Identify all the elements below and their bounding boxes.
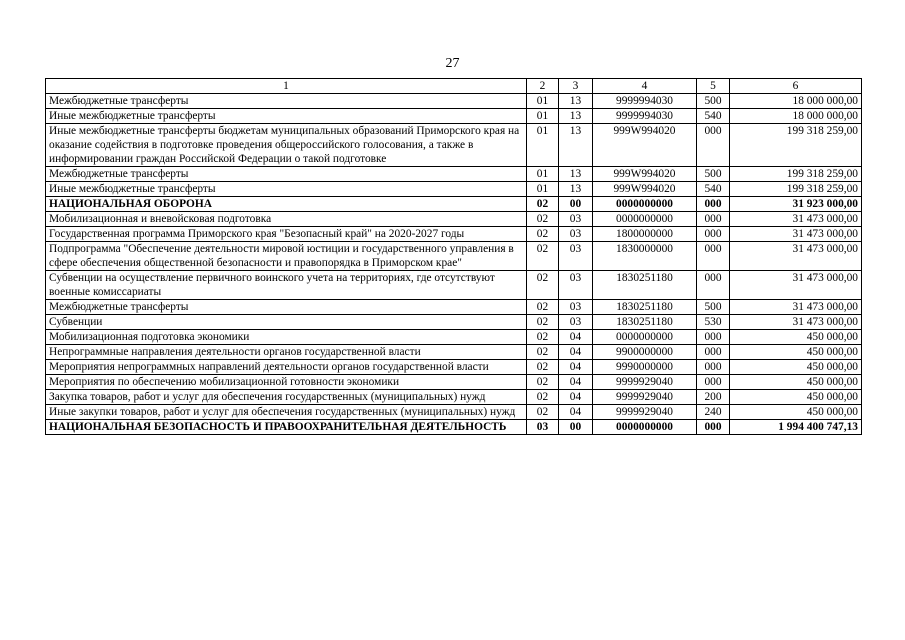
table-row bbox=[46, 167, 862, 182]
row-section-cell: 02 bbox=[527, 271, 559, 300]
row-subsection-cell: 03 bbox=[559, 227, 593, 242]
header-cell-name: 1 bbox=[46, 79, 527, 94]
row-subsection-cell: 03 bbox=[559, 315, 593, 330]
row-name-cell: Субвенции bbox=[46, 315, 527, 330]
header-cell-section: 2 bbox=[527, 79, 559, 94]
row-subsection-cell: 04 bbox=[559, 390, 593, 405]
row-target-article-cell: 999W994020 bbox=[593, 124, 697, 167]
row-subsection-cell: 03 bbox=[559, 300, 593, 315]
table-row bbox=[46, 420, 862, 435]
row-subsection-cell: 03 bbox=[559, 271, 593, 300]
row-amount-cell: 18 000 000,00 bbox=[730, 109, 862, 124]
row-name-cell: Межбюджетные трансферты bbox=[46, 94, 527, 109]
row-target-article-cell: 9999929040 bbox=[593, 375, 697, 390]
row-amount-cell: 199 318 259,00 bbox=[730, 124, 862, 167]
row-subsection-cell: 03 bbox=[559, 212, 593, 227]
row-section-cell: 01 bbox=[527, 109, 559, 124]
row-amount-cell: 31 473 000,00 bbox=[730, 212, 862, 227]
table-row bbox=[46, 315, 862, 330]
row-name-cell: Мероприятия непрограммных направлений деятельности органов государственной власти bbox=[46, 360, 527, 375]
row-amount-cell: 31 473 000,00 bbox=[730, 315, 862, 330]
table-row bbox=[46, 405, 862, 420]
row-amount-cell: 450 000,00 bbox=[730, 330, 862, 345]
row-name-cell: Мобилизационная подготовка экономики bbox=[46, 330, 527, 345]
row-amount-cell: 450 000,00 bbox=[730, 375, 862, 390]
row-section-cell: 03 bbox=[527, 420, 559, 435]
row-name-cell: Иные закупки товаров, работ и услуг для обеспечения государственных (муниципальных) нужд bbox=[46, 405, 527, 420]
row-target-article-cell: 0000000000 bbox=[593, 197, 697, 212]
table-row bbox=[46, 360, 862, 375]
table-row bbox=[46, 345, 862, 360]
row-subsection-cell: 03 bbox=[559, 242, 593, 271]
header-cell-subsection: 3 bbox=[559, 79, 593, 94]
row-name-cell: Межбюджетные трансферты bbox=[46, 300, 527, 315]
row-name-cell: Субвенции на осуществление первичного воинского учета на территориях, где отсутствуют военные комиссариаты bbox=[46, 271, 527, 300]
row-name-cell: Иные межбюджетные трансферты бюджетам муниципальных образований Приморского края на оказание содействия в подготовке проведения общероссийского голосования, а также в информировании граждан Российской Федерации о такой подготовке bbox=[46, 124, 527, 167]
row-section-cell: 01 bbox=[527, 124, 559, 167]
row-name-cell: Подпрограмма "Обеспечение деятельности мировой юстиции и государственного управления в сфере обеспечения общественной безопасности и правопорядка в Приморском крае" bbox=[46, 242, 527, 271]
row-amount-cell: 31 473 000,00 bbox=[730, 300, 862, 315]
row-name-cell: Государственная программа Приморского края "Безопасный край" на 2020-2027 годы bbox=[46, 227, 527, 242]
row-amount-cell: 31 473 000,00 bbox=[730, 227, 862, 242]
row-section-cell: 02 bbox=[527, 360, 559, 375]
table-row bbox=[46, 300, 862, 315]
row-target-article-cell: 9900000000 bbox=[593, 345, 697, 360]
row-section-cell: 02 bbox=[527, 242, 559, 271]
row-expense-type-cell: 000 bbox=[697, 242, 730, 271]
row-name-cell: Межбюджетные трансферты bbox=[46, 167, 527, 182]
row-target-article-cell: 1830000000 bbox=[593, 242, 697, 271]
table-row bbox=[46, 124, 862, 167]
row-target-article-cell: 0000000000 bbox=[593, 420, 697, 435]
row-expense-type-cell: 000 bbox=[697, 227, 730, 242]
row-target-article-cell: 999W994020 bbox=[593, 182, 697, 197]
row-target-article-cell: 999W994020 bbox=[593, 167, 697, 182]
header-row bbox=[46, 79, 862, 94]
row-section-cell: 02 bbox=[527, 375, 559, 390]
header-cell-expense-type: 5 bbox=[697, 79, 730, 94]
row-section-cell: 02 bbox=[527, 212, 559, 227]
row-expense-type-cell: 200 bbox=[697, 390, 730, 405]
row-section-cell: 02 bbox=[527, 405, 559, 420]
row-amount-cell: 31 923 000,00 bbox=[730, 197, 862, 212]
budget-table bbox=[45, 78, 862, 435]
table-row bbox=[46, 94, 862, 109]
row-expense-type-cell: 000 bbox=[697, 420, 730, 435]
row-subsection-cell: 04 bbox=[559, 375, 593, 390]
table-row bbox=[46, 390, 862, 405]
row-subsection-cell: 13 bbox=[559, 124, 593, 167]
row-target-article-cell: 9999929040 bbox=[593, 405, 697, 420]
row-name-cell: НАЦИОНАЛЬНАЯ БЕЗОПАСНОСТЬ И ПРАВООХРАНИТЕЛЬНАЯ ДЕЯТЕЛЬНОСТЬ bbox=[46, 420, 527, 435]
row-expense-type-cell: 000 bbox=[697, 212, 730, 227]
row-section-cell: 01 bbox=[527, 167, 559, 182]
row-amount-cell: 450 000,00 bbox=[730, 360, 862, 375]
row-name-cell: НАЦИОНАЛЬНАЯ ОБОРОНА bbox=[46, 197, 527, 212]
header-cell-amount: 6 bbox=[730, 79, 862, 94]
row-name-cell: Непрограммные направления деятельности органов государственной власти bbox=[46, 345, 527, 360]
row-target-article-cell: 9999929040 bbox=[593, 390, 697, 405]
row-amount-cell: 450 000,00 bbox=[730, 390, 862, 405]
row-expense-type-cell: 240 bbox=[697, 405, 730, 420]
row-section-cell: 02 bbox=[527, 227, 559, 242]
row-expense-type-cell: 500 bbox=[697, 300, 730, 315]
row-expense-type-cell: 000 bbox=[697, 124, 730, 167]
row-expense-type-cell: 000 bbox=[697, 375, 730, 390]
row-target-article-cell: 0000000000 bbox=[593, 330, 697, 345]
row-target-article-cell: 1830251180 bbox=[593, 315, 697, 330]
row-expense-type-cell: 500 bbox=[697, 94, 730, 109]
table-row bbox=[46, 109, 862, 124]
row-target-article-cell: 0000000000 bbox=[593, 212, 697, 227]
table-row bbox=[46, 212, 862, 227]
row-amount-cell: 450 000,00 bbox=[730, 345, 862, 360]
row-section-cell: 02 bbox=[527, 197, 559, 212]
row-section-cell: 02 bbox=[527, 330, 559, 345]
row-amount-cell: 450 000,00 bbox=[730, 405, 862, 420]
row-expense-type-cell: 000 bbox=[697, 345, 730, 360]
row-target-article-cell: 9990000000 bbox=[593, 360, 697, 375]
row-amount-cell: 199 318 259,00 bbox=[730, 167, 862, 182]
row-expense-type-cell: 540 bbox=[697, 182, 730, 197]
row-expense-type-cell: 000 bbox=[697, 197, 730, 212]
row-section-cell: 01 bbox=[527, 182, 559, 197]
table-row bbox=[46, 197, 862, 212]
row-subsection-cell: 04 bbox=[559, 330, 593, 345]
row-amount-cell: 1 994 400 747,13 bbox=[730, 420, 862, 435]
row-expense-type-cell: 530 bbox=[697, 315, 730, 330]
row-section-cell: 01 bbox=[527, 94, 559, 109]
row-expense-type-cell: 500 bbox=[697, 167, 730, 182]
row-name-cell: Иные межбюджетные трансферты bbox=[46, 182, 527, 197]
row-subsection-cell: 13 bbox=[559, 109, 593, 124]
page-number: 27 bbox=[445, 56, 460, 71]
row-name-cell: Мобилизационная и вневойсковая подготовка bbox=[46, 212, 527, 227]
table-row bbox=[46, 271, 862, 300]
row-subsection-cell: 04 bbox=[559, 345, 593, 360]
row-expense-type-cell: 000 bbox=[697, 360, 730, 375]
row-target-article-cell: 1830251180 bbox=[593, 271, 697, 300]
table-row bbox=[46, 242, 862, 271]
row-amount-cell: 31 473 000,00 bbox=[730, 271, 862, 300]
row-section-cell: 02 bbox=[527, 315, 559, 330]
row-section-cell: 02 bbox=[527, 300, 559, 315]
row-subsection-cell: 04 bbox=[559, 360, 593, 375]
row-target-article-cell: 1800000000 bbox=[593, 227, 697, 242]
row-target-article-cell: 9999994030 bbox=[593, 109, 697, 124]
row-amount-cell: 31 473 000,00 bbox=[730, 242, 862, 271]
table-row bbox=[46, 330, 862, 345]
row-expense-type-cell: 540 bbox=[697, 109, 730, 124]
row-section-cell: 02 bbox=[527, 390, 559, 405]
row-name-cell: Иные межбюджетные трансферты bbox=[46, 109, 527, 124]
table-row bbox=[46, 375, 862, 390]
row-amount-cell: 18 000 000,00 bbox=[730, 94, 862, 109]
header-cell-target-article: 4 bbox=[593, 79, 697, 94]
row-expense-type-cell: 000 bbox=[697, 271, 730, 300]
row-subsection-cell: 13 bbox=[559, 94, 593, 109]
table-row bbox=[46, 182, 862, 197]
row-section-cell: 02 bbox=[527, 345, 559, 360]
row-subsection-cell: 00 bbox=[559, 420, 593, 435]
row-name-cell: Закупка товаров, работ и услуг для обеспечения государственных (муниципальных) нужд bbox=[46, 390, 527, 405]
table-row bbox=[46, 227, 862, 242]
row-target-article-cell: 1830251180 bbox=[593, 300, 697, 315]
row-amount-cell: 199 318 259,00 bbox=[730, 182, 862, 197]
row-name-cell: Мероприятия по обеспечению мобилизационной готовности экономики bbox=[46, 375, 527, 390]
row-expense-type-cell: 000 bbox=[697, 330, 730, 345]
row-subsection-cell: 13 bbox=[559, 167, 593, 182]
row-subsection-cell: 13 bbox=[559, 182, 593, 197]
row-subsection-cell: 00 bbox=[559, 197, 593, 212]
row-subsection-cell: 04 bbox=[559, 405, 593, 420]
row-target-article-cell: 9999994030 bbox=[593, 94, 697, 109]
